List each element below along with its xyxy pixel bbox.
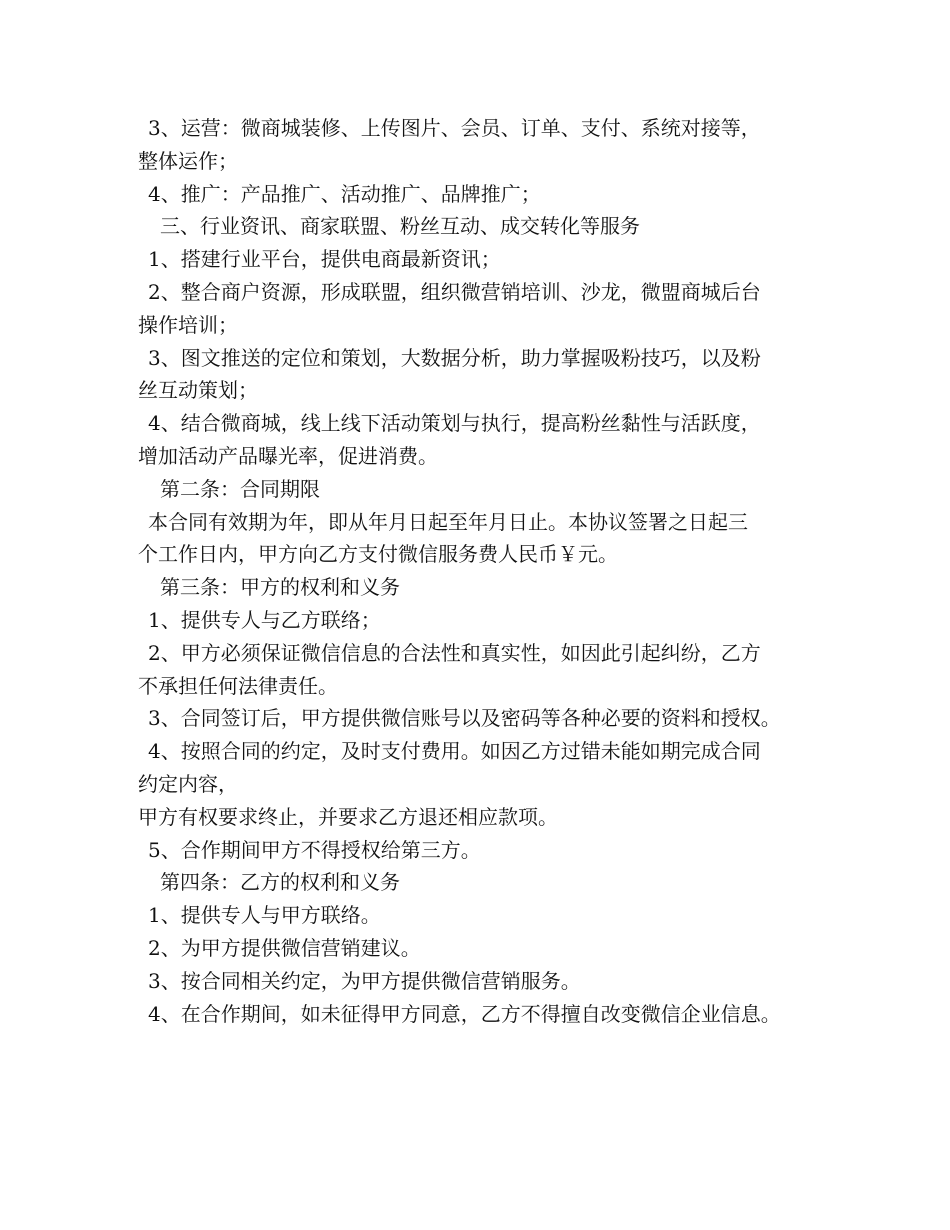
text-line: 4、按照合同的约定，及时支付费用。如因乙方过错未能如期完成合同: [148, 739, 761, 764]
text-line: 1、提供专人与甲方联络。: [148, 903, 381, 928]
text-line: 2、为甲方提供微信营销建议。: [148, 935, 421, 960]
text-line: 1、搭建行业平台，提供电商最新资讯；: [148, 247, 501, 272]
text-line: 整体运作；: [138, 148, 238, 173]
text-line: 2、整合商户资源，形成联盟，组织微营销培训、沙龙，微盟商城后台: [148, 279, 761, 304]
text-line: 3、图文推送的定位和策划，大数据分析，助力掌握吸粉技巧，以及粉: [148, 345, 761, 370]
text-line: 第二条：合同期限: [160, 476, 320, 501]
text-line: 4、结合微商城，线上线下活动策划与执行，提高粉丝黏性与活跃度，: [148, 411, 761, 436]
text-line: 3、运营：微商城装修、上传图片、会员、订单、支付、系统对接等，: [148, 116, 761, 140]
text-line: 约定内容，: [138, 771, 238, 796]
text-line: 不承担任何法律责任。: [138, 673, 338, 698]
text-line: 第四条：乙方的权利和义务: [160, 870, 400, 895]
document-body: [138, 112, 838, 1030]
text-line: 5、合作期间甲方不得授权给第三方。: [148, 837, 481, 862]
text-line: 个工作日内，甲方向乙方支付微信服务费人民币￥元。: [138, 542, 618, 567]
text-line: 3、合同签订后，甲方提供微信账号以及密码等各种必要的资料和授权。: [148, 706, 781, 731]
text-line: 甲方有权要求终止，并要求乙方退还相应款项。: [138, 804, 558, 829]
text-line: 丝互动策划；: [138, 378, 258, 403]
text-line: 本合同有效期为年，即从年月日起至年月日止。本协议签署之日起三: [148, 509, 748, 534]
text-line: 3、按合同相关约定，为甲方提供微信营销服务。: [148, 968, 581, 993]
text-line: 操作培训；: [138, 312, 238, 337]
text-line: 三、行业资讯、商家联盟、粉丝互动、成交转化等服务: [160, 214, 640, 239]
text-line: 1、提供专人与乙方联络；: [148, 607, 381, 632]
text-line: 增加活动产品曝光率，促进消费。: [138, 443, 438, 468]
text-line: 4、推广：产品推广、活动推广、品牌推广；: [148, 181, 541, 206]
text-line: 2、甲方必须保证微信信息的合法性和真实性，如因此引起纠纷，乙方: [148, 640, 761, 665]
text-line: 第三条：甲方的权利和义务: [160, 575, 400, 600]
text-line: 4、在合作期间，如未征得甲方同意，乙方不得擅自改变微信企业信息。: [148, 1001, 781, 1026]
